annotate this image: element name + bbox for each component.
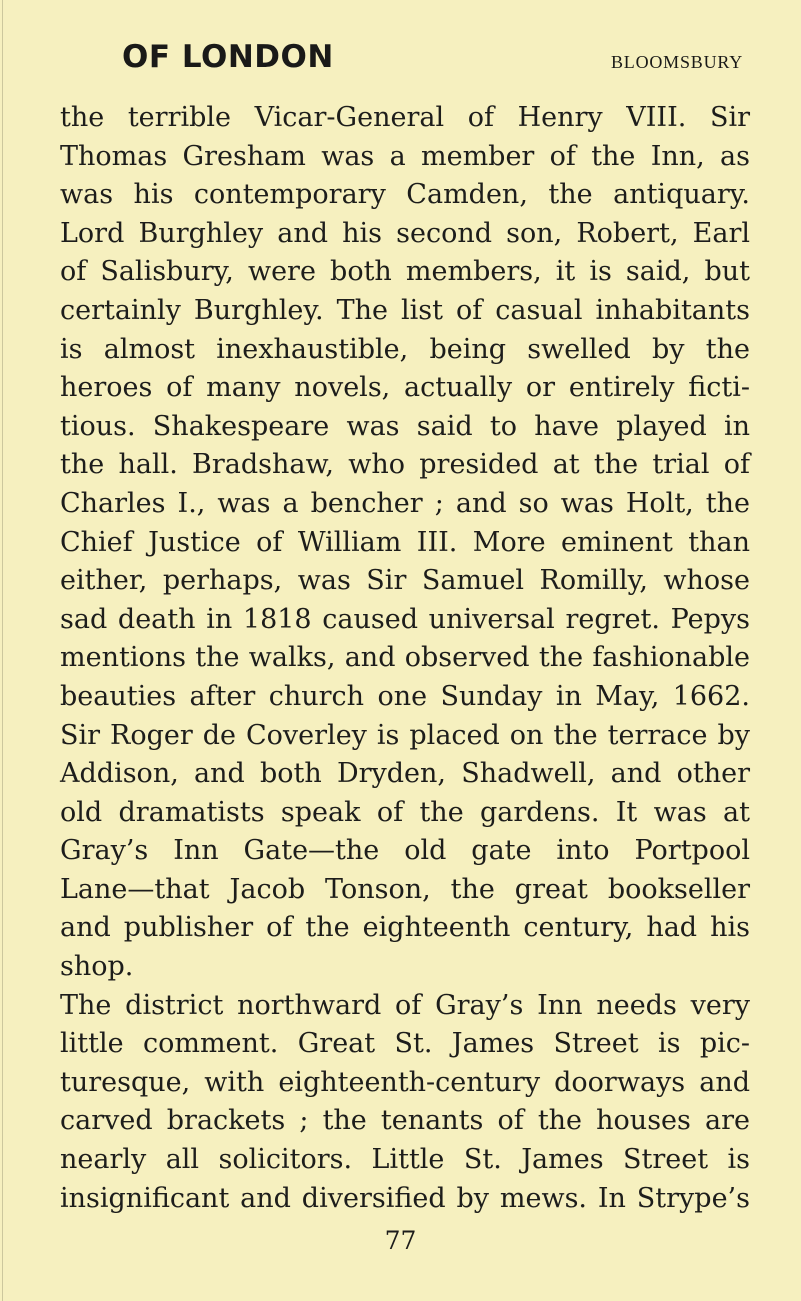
body-text xyxy=(60,99,750,1218)
text-line-paragraph-end: shop. xyxy=(60,951,134,983)
running-head-title: OF LONDON xyxy=(122,39,334,75)
text-line: Lane—that Jacob Tonson, the great bookseller xyxy=(60,873,750,905)
running-head xyxy=(0,0,801,95)
text-line: beauties after church one Sunday in May, 1662. xyxy=(60,680,750,712)
text-line: mentions the walks, and observed the fashionable xyxy=(60,642,750,674)
text-line: heroes of many novels, actually or entirely ficti- xyxy=(60,372,750,404)
text-line: insignificant and diversified by mews. In Strype’s xyxy=(60,1182,750,1214)
text-line: tious. Shakespeare was said to have played in xyxy=(60,410,750,442)
text-line: sad death in 1818 caused universal regret. Pepys xyxy=(60,603,750,635)
text-line: Addison, and both Dryden, Shadwell, and other xyxy=(60,758,750,790)
text-line: Charles I., was a bencher ; and so was Holt, the xyxy=(60,487,750,519)
text-line-paragraph-start: The district northward of Gray’s Inn needs very xyxy=(60,989,750,1021)
text-line: little comment. Great St. James Street is pic- xyxy=(60,1028,750,1060)
text-line: the hall. Bradshaw, who presided at the trial of xyxy=(60,449,750,481)
text-line: Gray’s Inn Gate—the old gate into Portpool xyxy=(60,835,750,867)
text-line: turesque, with eighteenth-century doorways and xyxy=(60,1066,750,1098)
text-line: and publisher of the eighteenth century, had his xyxy=(60,912,750,944)
text-line: old dramatists speak of the gardens. It was at xyxy=(60,796,750,828)
text-line: Thomas Gresham was a member of the Inn, as xyxy=(60,140,750,172)
text-line: is almost inexhaustible, being swelled by the xyxy=(60,333,750,365)
text-line: either, perhaps, was Sir Samuel Romilly, whose xyxy=(60,565,750,597)
text-line: Sir Roger de Coverley is placed on the terrace by xyxy=(60,719,750,751)
text-line: the terrible Vicar-General of Henry VIII. Sir xyxy=(60,102,750,133)
text-line: nearly all solicitors. Little St. James Street is xyxy=(60,1144,750,1176)
text-line: carved brackets ; the tenants of the houses are xyxy=(60,1105,750,1137)
page-number: 77 xyxy=(384,1226,417,1255)
text-line: Lord Burghley and his second son, Robert, Earl xyxy=(60,217,750,249)
text-line: Chief Justice of William III. More eminent than xyxy=(60,526,750,558)
text-line: was his contemporary Camden, the antiquary. xyxy=(60,179,750,211)
text-line: certainly Burghley. The list of casual inhabitants xyxy=(60,294,750,326)
page-edge-line xyxy=(2,0,3,1301)
text-line: of Salisbury, were both members, it is said, but xyxy=(60,256,750,288)
running-head-section: BLOOMSBURY xyxy=(610,52,743,72)
